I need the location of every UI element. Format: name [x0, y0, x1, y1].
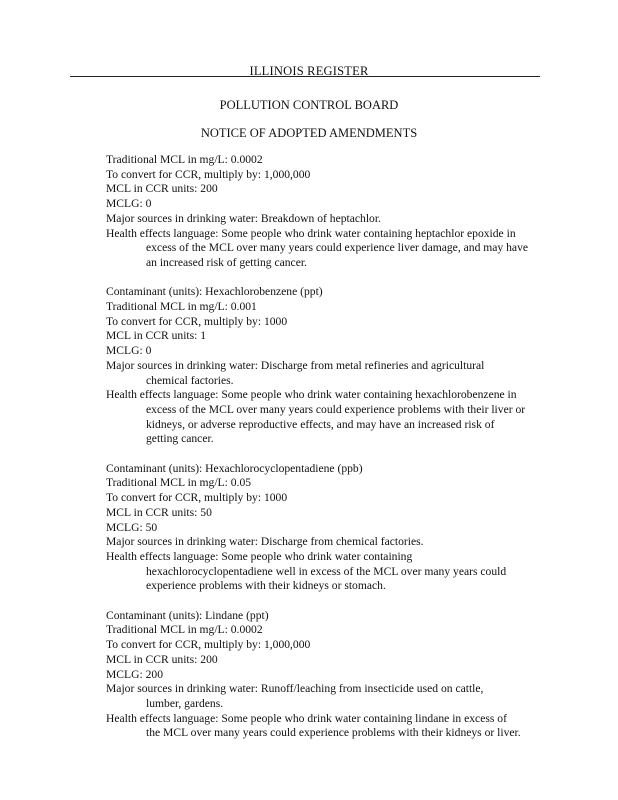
major-sources-cont: lumber, gardens.	[146, 696, 224, 710]
contaminant-entry-lindane	[106, 609, 546, 741]
traditional-mcl: Traditional MCL in mg/L: 0.0002	[106, 153, 263, 166]
health-effects: Health effects language: Some people who drink water containing heptachlor epoxide in	[106, 226, 516, 240]
traditional-mcl: Traditional MCL in mg/L: 0.0002	[106, 623, 263, 637]
contaminant-entry-hexachlorocyclopentadiene	[106, 462, 546, 594]
health-effects: Health effects language: Some people who drink water containing	[106, 549, 413, 563]
traditional-mcl: Traditional MCL in mg/L: 0.001	[106, 300, 257, 314]
ccr-conversion: To convert for CCR, multiply by: 1000	[106, 491, 288, 505]
contaminant-entry-heptachlor-epoxide	[106, 153, 546, 271]
board-title: POLLUTION CONTROL BOARD	[219, 98, 399, 112]
ccr-conversion: To convert for CCR, multiply by: 1000	[106, 314, 288, 328]
ccr-conversion: To convert for CCR, multiply by: 1,000,000	[106, 167, 311, 181]
ccr-conversion: To convert for CCR, multiply by: 1,000,000	[106, 638, 311, 652]
mcl-ccr-units: MCL in CCR units: 200	[106, 652, 218, 666]
mcl-ccr-units: MCL in CCR units: 1	[106, 329, 207, 343]
mclg: MCLG: 0	[106, 197, 152, 211]
major-sources: Major sources in drinking water: Discharge from chemical factories.	[106, 535, 424, 549]
contaminant-name: Contaminant (units): Lindane (ppt)	[106, 608, 269, 622]
health-effects-cont: getting cancer.	[146, 432, 214, 446]
health-effects-cont: excess of the MCL over many years could experience problems with their liver or	[146, 402, 526, 416]
contaminant-name: Contaminant (units): Hexachlorobenzene (ppt)	[106, 285, 323, 299]
mcl-ccr-units: MCL in CCR units: 200	[106, 182, 218, 196]
mclg: MCLG: 0	[106, 344, 152, 358]
header-rule	[70, 76, 540, 77]
mclg: MCLG: 50	[106, 520, 158, 534]
health-effects: Health effects language: Some people who drink water containing lindane in excess of	[106, 711, 507, 725]
health-effects-cont: hexachlorocyclopentadiene well in excess of the MCL over many years could	[146, 564, 507, 578]
contaminant-name: Contaminant (units): Hexachlorocyclopentadiene (ppb)	[106, 461, 363, 475]
register-title: ILLINOIS REGISTER	[249, 64, 369, 78]
traditional-mcl: Traditional MCL in mg/L: 0.05	[106, 476, 252, 490]
contaminant-entry-hexachlorobenzene	[106, 285, 546, 447]
major-sources: Major sources in drinking water: Breakdown of heptachlor.	[106, 211, 381, 225]
health-effects-cont: an increased risk of getting cancer.	[146, 255, 307, 269]
health-effects-cont: experience problems with their kidneys or stomach.	[146, 579, 386, 593]
health-effects-cont: the MCL over many years could experience problems with their kidneys or liver.	[146, 726, 521, 740]
mclg: MCLG: 200	[106, 667, 164, 681]
major-sources-cont: chemical factories.	[146, 373, 234, 387]
health-effects: Health effects language: Some people who drink water containing hexachlorobenzene in	[106, 388, 517, 402]
document-body	[106, 153, 546, 756]
health-effects-cont: kidneys, or adverse reproductive effects, and may have an increased risk of	[146, 417, 495, 431]
major-sources: Major sources in drinking water: Runoff/leaching from insecticide used on cattle,	[106, 682, 484, 696]
mcl-ccr-units: MCL in CCR units: 50	[106, 505, 212, 519]
notice-title: NOTICE OF ADOPTED AMENDMENTS	[200, 126, 418, 140]
health-effects-cont: excess of the MCL over many years could experience liver damage, and may have	[146, 241, 529, 255]
major-sources: Major sources in drinking water: Discharge from metal refineries and agricultural	[106, 358, 485, 372]
